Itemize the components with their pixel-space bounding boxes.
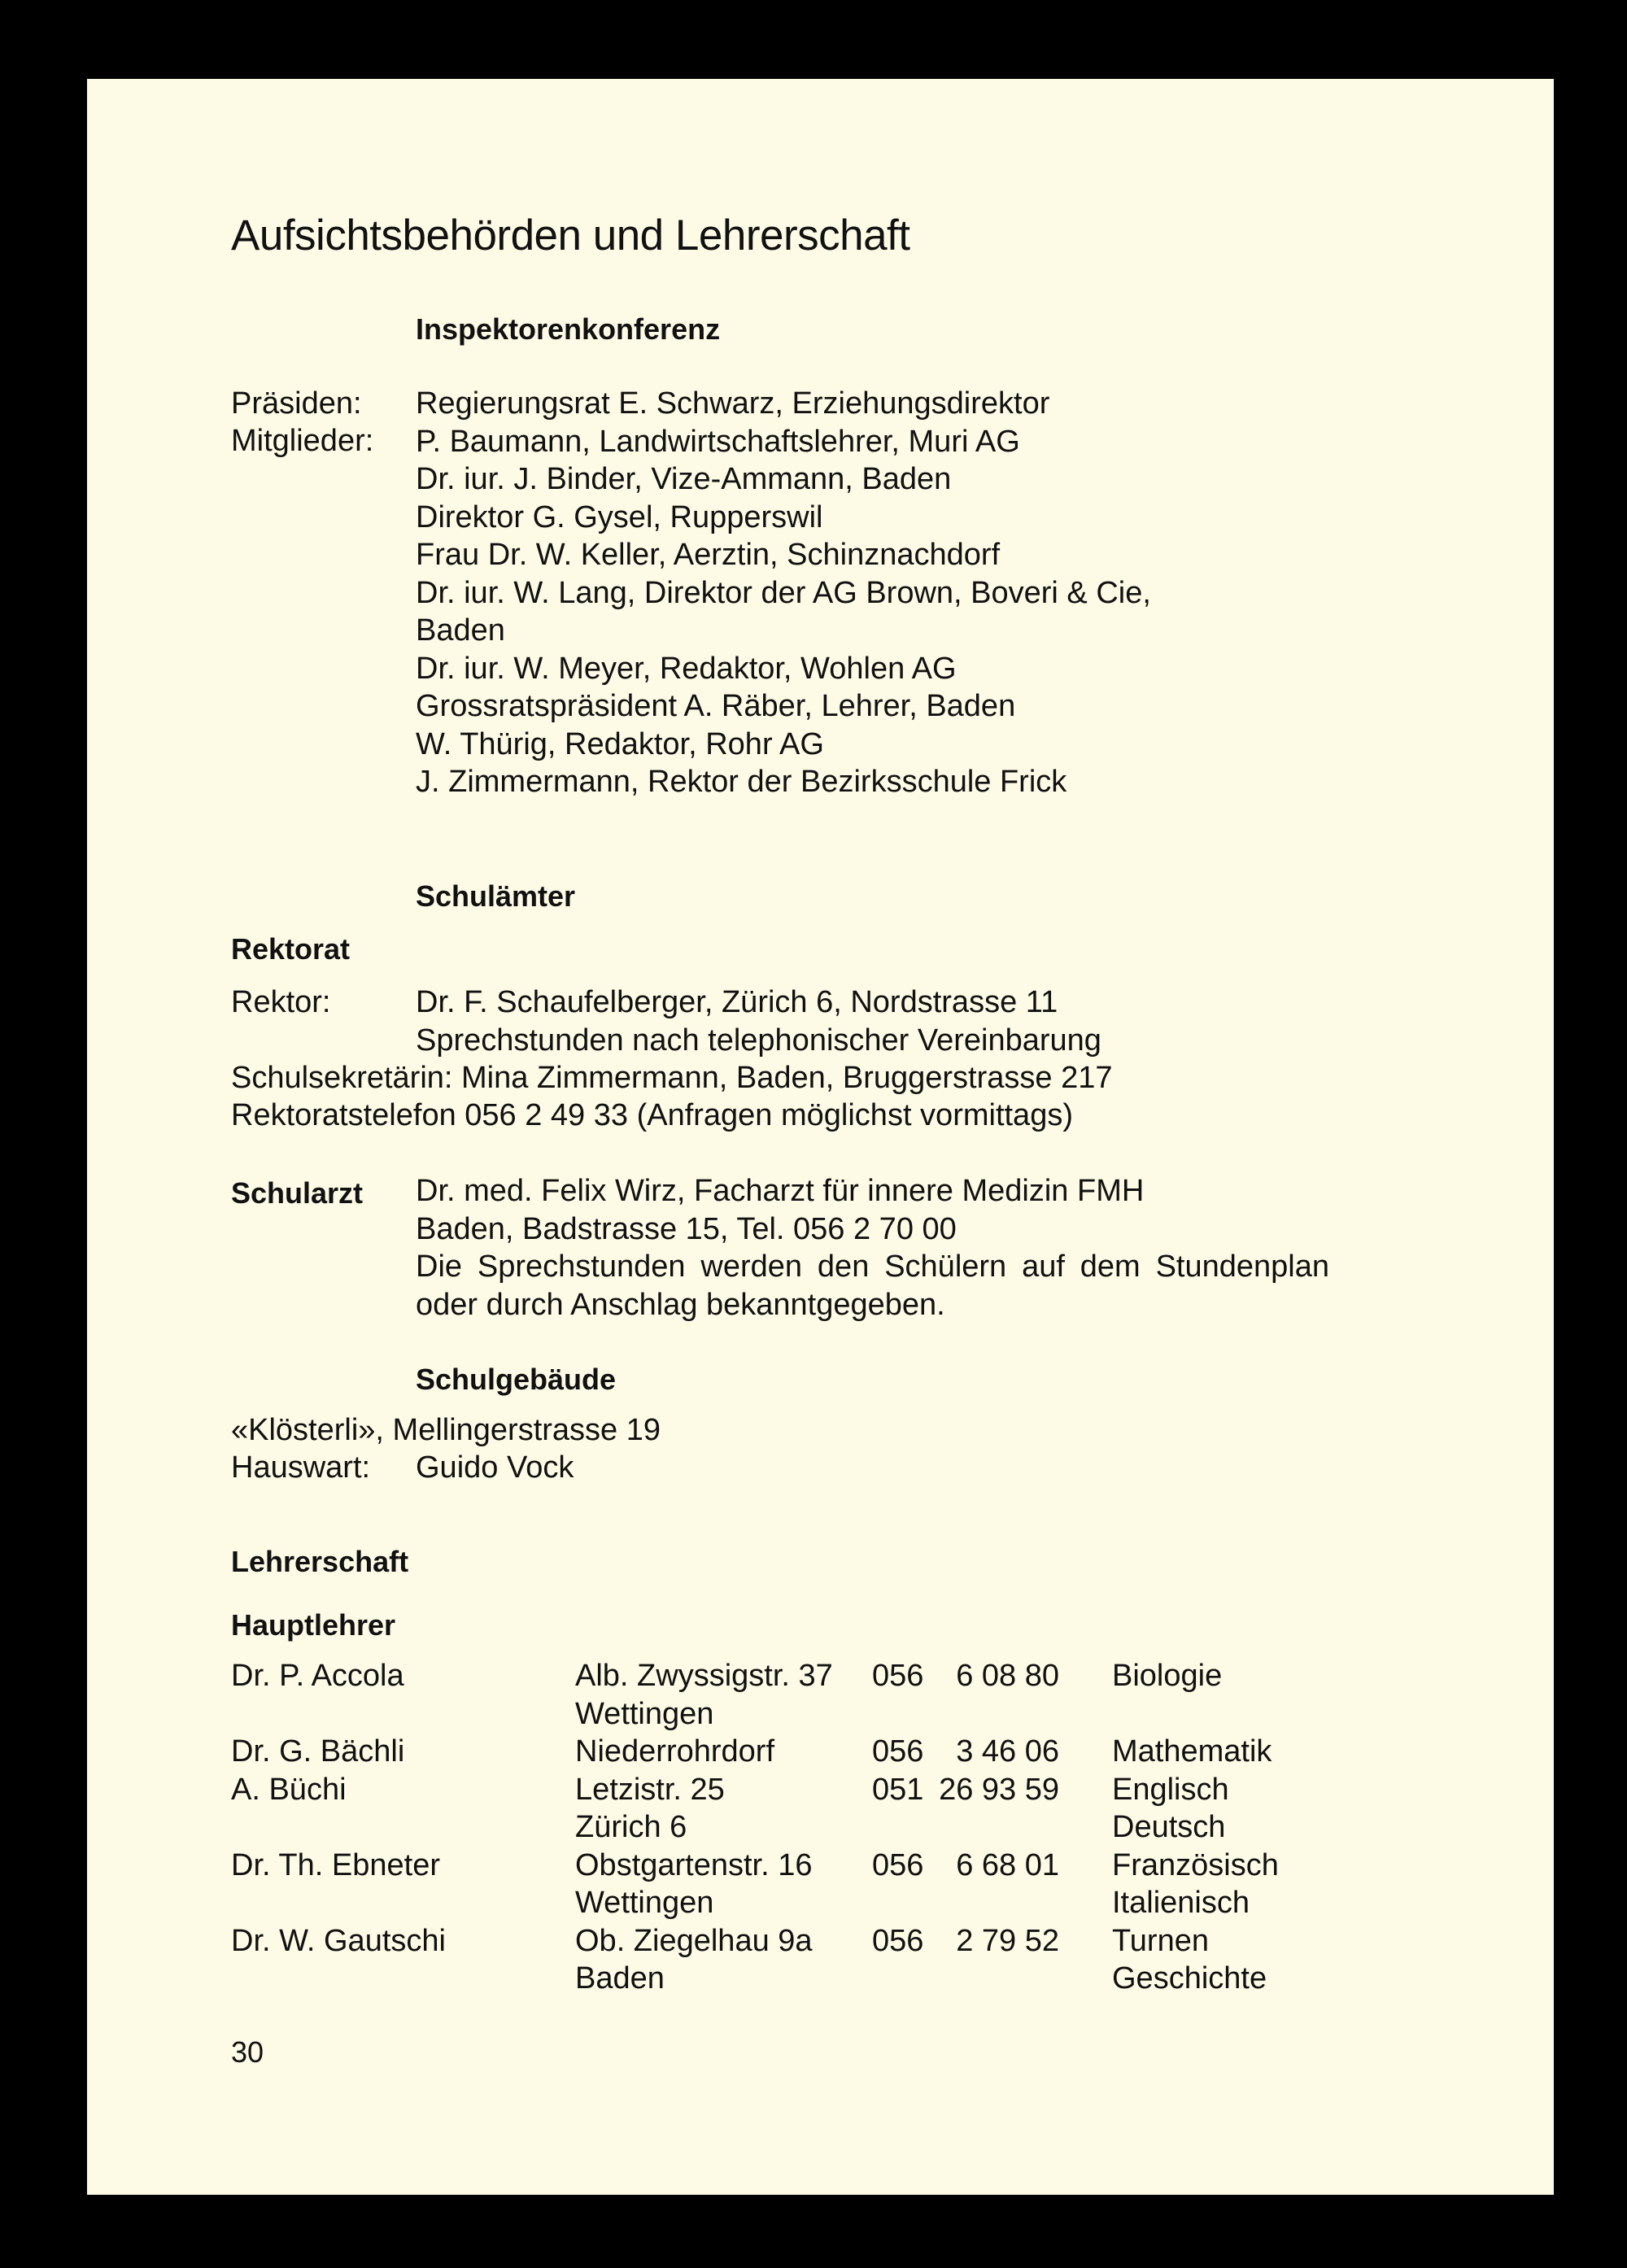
teacher-phone: 6 68 01 <box>956 1847 1059 1882</box>
inspektoren-line: Regierungsrat E. Schwarz, Erziehungsdirektor <box>416 386 1050 421</box>
hauswart-name: Guido Vock <box>416 1450 574 1485</box>
inspektoren-line: Dr. iur. W. Lang, Direktor der AG Brown, Boveri & Cie, <box>416 575 1151 610</box>
rektor-line: Sprechstunden nach telephonischer Vereinbarung <box>416 1023 1101 1058</box>
teacher-area-code: 051 <box>872 1772 924 1807</box>
mitglieder-label: Mitglieder: <box>231 424 374 458</box>
teacher-subject: Turnen <box>1112 1923 1209 1958</box>
schularzt-line: Dr. med. Felix Wirz, Facharzt für innere Medizin FMH <box>416 1174 1145 1208</box>
teacher-area-code: 056 <box>872 1847 924 1882</box>
rektoratstelefon-line: Rektoratstelefon 056 2 49 33 (Anfragen möglichst vormittags) <box>231 1098 1073 1132</box>
lehrerschaft-heading: Lehrerschaft <box>231 1545 409 1578</box>
teacher-subject: Englisch <box>1112 1772 1229 1807</box>
teacher-name: Dr. P. Accola <box>231 1659 404 1693</box>
page-number: 30 <box>231 2035 264 2069</box>
teacher-name: A. Büchi <box>231 1772 347 1807</box>
teacher-area-code: 056 <box>872 1734 924 1769</box>
schulgebaeude-address: «Klösterli», Mellingerstrasse 19 <box>231 1413 661 1447</box>
teacher-phone: 3 46 06 <box>956 1734 1059 1769</box>
teacher-subject: Deutsch <box>1112 1810 1226 1844</box>
teacher-address: Ob. Ziegelhau 9a <box>575 1923 813 1958</box>
inspektoren-line: W. Thürig, Redaktor, Rohr AG <box>416 726 824 761</box>
teacher-address: Wettingen <box>575 1696 714 1731</box>
rektorat-heading: Rektorat <box>231 932 351 966</box>
hauswart-label: Hauswart: <box>231 1450 371 1485</box>
teacher-subject: Geschichte <box>1112 1961 1267 1995</box>
inspektoren-list <box>416 385 1151 801</box>
teacher-address: Alb. Zwyssigstr. 37 <box>575 1659 833 1693</box>
teacher-phone: 6 08 80 <box>956 1659 1059 1693</box>
teacher-subject: Biologie <box>1112 1659 1223 1693</box>
inspektorenkonferenz-heading: Inspektorenkonferenz <box>416 312 721 346</box>
inspektoren-line: Frau Dr. W. Keller, Aerztin, Schinznachdorf <box>416 538 1001 572</box>
teacher-phone: 26 93 59 <box>939 1772 1059 1807</box>
schulsekretaerin-line: Schulsekretärin: Mina Zimmermann, Baden, Bruggerstrasse 217 <box>231 1061 1113 1095</box>
teacher-name: Dr. W. Gautschi <box>231 1923 446 1958</box>
teacher-address: Niederrohrdorf <box>575 1734 774 1769</box>
hauptlehrer-heading: Hauptlehrer <box>231 1608 396 1642</box>
schularzt-line: Baden, Badstrasse 15, Tel. 056 2 70 00 <box>416 1211 957 1246</box>
teacher-area-code: 056 <box>872 1659 924 1693</box>
praesident-label: Präsiden: <box>231 386 362 421</box>
teacher-address: Wettingen <box>575 1886 714 1920</box>
schularzt-paragraph: Die Sprechstunden werden den Schülern auf dem Stundenplan oder durch Anschlag bekanntgegeben. <box>416 1250 1329 1322</box>
teacher-subject: Italienisch <box>1112 1886 1250 1920</box>
inspektoren-line: Dr. iur. J. Binder, Vize-Ammann, Baden <box>416 462 952 496</box>
rektor-line: Dr. F. Schaufelberger, Zürich 6, Nordstrasse 11 <box>416 985 1058 1019</box>
schularzt-details <box>416 1172 1144 1248</box>
schularzt-label: Schularzt <box>231 1176 364 1210</box>
inspektoren-line: Grossratspräsident A. Räber, Lehrer, Baden <box>416 689 1016 723</box>
schulaemter-heading: Schulämter <box>416 879 576 913</box>
teacher-subject: Mathematik <box>1112 1734 1272 1769</box>
inspektoren-line: Direktor G. Gysel, Rupperswil <box>416 499 823 534</box>
rektor-details <box>416 984 1101 1059</box>
teacher-phone: 2 79 52 <box>956 1923 1059 1958</box>
rektor-label: Rektor: <box>231 985 331 1019</box>
teacher-address: Zürich 6 <box>575 1810 687 1844</box>
document-page <box>87 79 1554 2195</box>
inspektoren-line: Baden <box>416 613 505 648</box>
teacher-name: Dr. Th. Ebneter <box>231 1847 440 1882</box>
teacher-area-code: 056 <box>872 1923 924 1958</box>
inspektoren-line: Dr. iur. W. Meyer, Redaktor, Wohlen AG <box>416 651 957 686</box>
inspektoren-line: J. Zimmermann, Rektor der Bezirksschule Frick <box>416 765 1067 799</box>
teacher-address: Obstgartenstr. 16 <box>575 1847 813 1882</box>
schulgebaeude-heading: Schulgebäude <box>416 1363 617 1396</box>
teacher-name: Dr. G. Bächli <box>231 1734 405 1769</box>
teacher-subject: Französisch <box>1112 1847 1279 1882</box>
page-title: Aufsichtsbehörden und Lehrerschaft <box>231 212 910 260</box>
inspektoren-line: P. Baumann, Landwirtschaftslehrer, Muri AG <box>416 424 1020 459</box>
teacher-address: Baden <box>575 1961 665 1995</box>
teacher-address: Letzistr. 25 <box>575 1772 725 1807</box>
